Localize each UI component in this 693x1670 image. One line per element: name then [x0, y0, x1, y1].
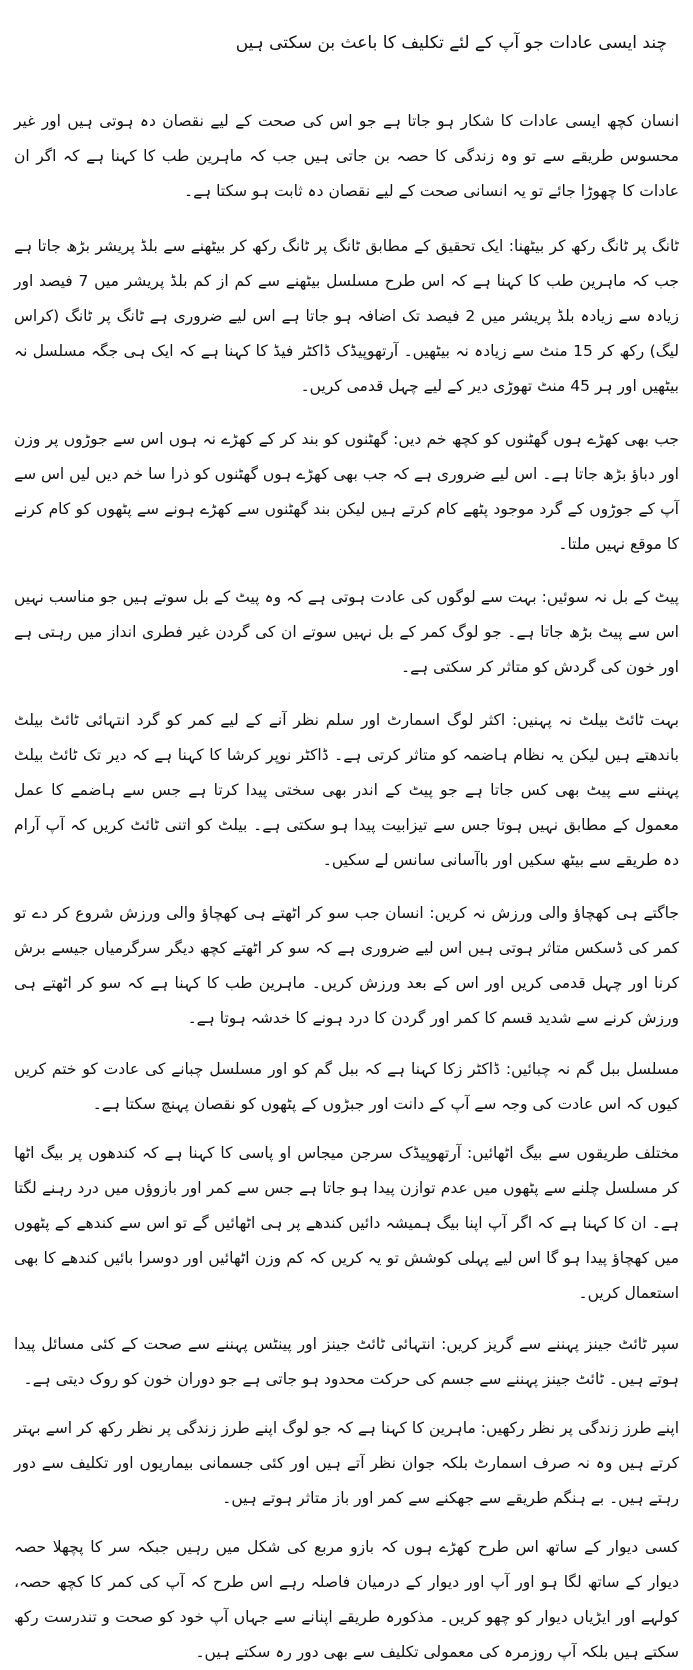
- paragraph-stomach-sleep: پیٹ کے بل نہ سوئیں: بہت سے لوگوں کی عادت ہوتی ہے کہ وہ پیٹ کے بل سوتے ہیں جو مناسب نہیں اس سے پیٹ بڑھ جاتا ہے۔ جو لوگ کمر کے بل نہیں سوتے ان کی گردن غیر فطری انداز میں رہتی ہے اور خون کی گردش کو متاثر کر سکتی ہے۔: [14, 588, 679, 676]
- paragraph-wall-posture: کسی دیوار کے ساتھ اس طرح کھڑے ہوں کہ بازو مربع کی شکل میں رہیں جبکہ سر کا پچھلا حصہ دیوار کے ساتھ لگا ہو اور آپ اور دیوار کے درمیان فاصلہ رہے اس طرح کہ آپ کی کمر کا کچھ حصہ، کولہے اور ایڑیاں دیوار کو چھو کریں۔ مذکورہ طریقے اپنانے سے جہاں آپ خود کو صحت و تندرست رکھ سکتے ہیں بلکہ آپ روزمرہ کی معمولی تکلیف سے بھی دور رہ سکتے ہیں۔: [14, 1538, 679, 1661]
- paragraph-lifestyle: اپنے طرز زندگی پر نظر رکھیں: ماہرین کا کہنا ہے کہ جو لوگ اپنے طرز زندگی پر نظر رکھ کر اسے بہتر کرتے ہیں وہ نہ صرف اسمارٹ بلکہ جوان نظر آتے ہیں اور کئی جسمانی بیماریوں اور تکلیف سے دور رہتے ہیں۔ بے ہنگم طریقے سے جھکنے سے کمر اور باز متاثر ہوتے ہیں۔: [14, 1419, 679, 1507]
- paragraph-tight-belt: بہت ٹائٹ بیلٹ نہ پہنیں: اکثر لوگ اسمارٹ اور سلم نظر آنے کے لیے کمر کو گرد انتہائی ٹائٹ بیلٹ باندھتے ہیں لیکن یہ نظام ہاضمہ کو متاثر کرتی ہے۔ ڈاکٹر نوپر کرشا کا کہنا ہے کہ دیر تک ٹائٹ بیلٹ پہننے سے پیٹ بھی کس جاتا ہے جو پیٹ کے اندر بھی سختی پیدا کرتا ہے جس سے ہاضمے کا عمل معمول کے مطابق نہیں ہوتا جس سے تیزابیت پیدا ہو سکتی ہے۔ بیلٹ کو اتنی ٹائٹ کریں کہ آپ آرام دہ طریقے سے بیٹھ سکیں اور باآسانی سانس لے سکیں۔: [14, 711, 679, 869]
- article-title: چند ایسی عادات جو آپ کے لئے تکلیف کا باعث بن سکتی ہیں: [235, 33, 667, 53]
- paragraph-bags: مختلف طریقوں سے بیگ اٹھائیں: آرتھوپیڈک سرجن میجاس او پاسی کا کہنا ہے کہ کندھوں پر بیگ اٹھا کر مسلسل چلنے سے پٹھوں میں عدم توازن پیدا ہو جاتا ہے جس سے کمر اور بازوؤں میں درد رہنے لگتا ہے۔ ان کا کہنا ہے کہ اگر آپ اپنا بیگ ہمیشہ دائیں کندھے پر ہی اٹھائیں گے تو اس سے کندھے کے پٹھوں میں کھچاؤ پیدا ہو گا اس لیے پہلی کوشش تو یہ کریں کہ کم وزن اٹھائیں اور دوسرا بائیں کندھے کا بھی استعمال کریں۔: [14, 1144, 679, 1302]
- paragraph-bubble-gum: مسلسل ببل گم نہ چبائیں: ڈاکٹر زکا کہنا ہے کہ ببل گم کو اور مسلسل چبانے کی عادت کو ختم کریں کیوں کہ اس عادت کی وجہ سے آپ کے دانت اور جبڑوں کے پٹھوں کو نقصان پہنچ سکتا ہے۔: [14, 1060, 679, 1113]
- paragraph-crossed-legs: ٹانگ پر ٹانگ رکھ کر بیٹھنا: ایک تحقیق کے مطابق ٹانگ پر ٹانگ رکھ کر بیٹھنے سے بلڈ پریشر بڑھ جاتا ہے جب کہ ماہرین طب کا کہنا ہے کہ اس طرح مسلسل بیٹھنے سے کم از کم بلڈ پریشر میں 7 فیصد اور زیادہ سے زیادہ بلڈ پریشر میں 2 فیصد تک اضافہ ہو جاتا ہے اس لیے ضروری ہے ٹانگ پر ٹانگ (کراس لیگ) رکھ کر 15 منٹ سے زیادہ نہ بیٹھیں۔ آرتھوپیڈک ڈاکٹر فیڈ کا کہنا ہے کہ ایک ہی جگہ مسلسل نہ بیٹھیں اور ہر 45 منٹ تھوڑی دیر کے لیے چہل قدمی کریں۔: [14, 237, 680, 395]
- paragraph-knees: جب بھی کھڑے ہوں گھٹنوں کو کچھ خم دیں: گھٹنوں کو بند کر کے کھڑے نہ ہوں اس سے جوڑوں پر وزن اور دباؤ بڑھ جاتا ہے۔ اس لیے ضروری ہے کہ جب بھی کھڑے ہوں گھٹنوں کو ذرا سا خم دیں لیں اس سے آپ کے جوڑوں کے گرد موجود پٹھے کام کرتے ہیں لیکن بند گھٹنوں سے کھڑے ہونے سے پٹھوں کو کام کرنے کا موقع نہیں ملتا۔: [14, 430, 679, 553]
- paragraph-tight-jeans: سپر ٹائٹ جینز پہننے سے گریز کریں: انتہائی ٹائٹ جینز اور پینٹس پہننے سے صحت کے کئی مسائل پیدا ہوتے ہیں۔ ٹائٹ جینز پہننے سے جسم کی حرکت محدود ہو جاتی ہے جو دوران خون کو روک دیتی ہے۔: [14, 1335, 679, 1388]
- paragraph-intro: انسان کچھ ایسی عادات کا شکار ہو جاتا ہے جو اس کی صحت کے لیے نقصان دہ ہوتی ہیں اور غیر محسوس طریقے سے تو وہ زندگی کا حصہ بن جاتی ہیں جب کہ ماہرین طب کا کہنا ہے کہ اگر ان عادات کا چھوڑا جائے تو یہ انسانی صحت کے لیے نقصان دہ ثابت ہو سکتا ہے۔: [14, 112, 679, 200]
- paragraph-morning-exercise: جاگتے ہی کھچاؤ والی ورزش نہ کریں: انسان جب سو کر اٹھتے ہی کھچاؤ والی ورزش شروع کر دے تو کمر کی ڈسکس متاثر ہوتی ہیں اس لیے ضروری ہے کہ سو کر اٹھتے کچھ دیگر سرگرمیاں جیسے برش کرنا اور چہل قدمی کریں اور اس کے بعد ورزش کریں۔ ماہرین طب کا کہنا ہے کہ سو کر اٹھتے ہی ورزش کرنے سے شدید قسم کا کمر اور گردن کا درد ہونے کا خدشہ ہوتا ہے۔: [14, 904, 679, 1027]
